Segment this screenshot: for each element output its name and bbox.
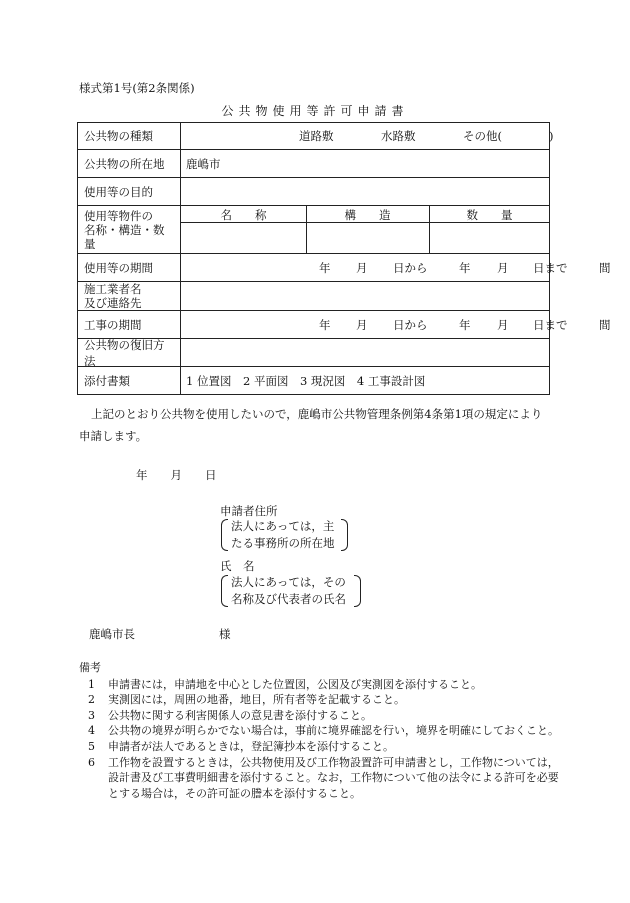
note-number: 4 — [88, 724, 95, 738]
label-text: 公共物の種類 — [84, 129, 153, 143]
header-name: 名 称 — [220, 208, 267, 222]
kind-value[interactable] — [181, 123, 554, 149]
note-text: 申請者が法人であるときは，登記簿抄本を添付すること。 — [108, 739, 394, 753]
date-line[interactable]: 年 月 日 — [136, 468, 217, 482]
address-note-line1: 法人にあっては，主 — [231, 519, 335, 533]
address-note-bracket — [221, 518, 348, 552]
kind-water: 水路敷 — [381, 129, 416, 143]
row-location — [78, 150, 549, 178]
label-kind — [78, 123, 181, 149]
period-value[interactable] — [181, 254, 611, 281]
work-day-to: 日まで — [533, 317, 568, 332]
label-text: 名称・構造・数量 — [84, 222, 165, 251]
label-text: 施工業者名 — [84, 282, 142, 296]
statement-line1: 上記のとおり公共物を使用したいので，鹿嶋市公共物管理条例第4条第1項の規定により — [91, 407, 543, 421]
note-item — [79, 677, 559, 693]
document-title: 公共物使用等許可申請書 — [221, 104, 409, 118]
right-bracket — [341, 519, 348, 551]
period-year-from: 年 — [319, 260, 331, 275]
items-value — [181, 206, 549, 253]
work-month-from: 月 — [356, 317, 368, 332]
work-year-from: 年 — [319, 317, 331, 332]
label-period — [78, 254, 181, 281]
label-text: 使用等の期間 — [84, 260, 153, 275]
left-bracket — [221, 519, 228, 551]
left-bracket — [221, 575, 228, 607]
contractor-value[interactable] — [181, 282, 549, 310]
note-number: 2 — [88, 693, 95, 707]
note-number: 6 — [88, 755, 95, 769]
restore-value[interactable] — [181, 339, 549, 366]
applicant-name-label: 氏 名 — [220, 559, 255, 573]
note-number: 5 — [88, 739, 95, 753]
name-note-bracket — [221, 574, 361, 608]
application-table — [77, 122, 611, 395]
address-note-line2: たる事務所の所在地 — [231, 536, 335, 550]
label-location — [78, 150, 181, 177]
notes-section — [79, 660, 559, 801]
row-contractor — [78, 282, 549, 311]
note-item — [79, 708, 559, 724]
right-bracket — [354, 575, 361, 607]
note-item — [79, 723, 559, 739]
label-contractor — [78, 282, 181, 310]
honorific: 様 — [219, 627, 231, 641]
label-line — [84, 223, 174, 251]
note-text: 公共物の境界が明らかでない場合は，事前に境界確認を行い，境界を明確にしておくこと。 — [108, 724, 559, 738]
location-value[interactable] — [181, 150, 549, 177]
label-attachments — [78, 367, 181, 394]
label-text: 使用等の目的 — [84, 184, 153, 199]
period-year-to: 年 — [459, 260, 471, 275]
label-line — [84, 282, 174, 296]
period-month-from: 月 — [356, 260, 368, 275]
period-month-to: 月 — [497, 260, 509, 275]
label-line — [84, 209, 174, 223]
note-number: 1 — [88, 677, 95, 691]
label-purpose — [78, 178, 181, 205]
purpose-value[interactable] — [181, 178, 549, 205]
row-kind — [78, 123, 554, 150]
note-item — [79, 739, 559, 755]
name-note-line2: 名称及び代表者の氏名 — [231, 592, 346, 606]
addressee: 鹿嶋市長 — [89, 627, 135, 641]
kind-other-close: ) — [549, 129, 554, 143]
row-work-period — [78, 311, 611, 339]
label-text: 工事の期間 — [84, 317, 142, 332]
applicant-address-label: 申請者住所 — [220, 504, 278, 518]
name-note-line1: 法人にあっては，その — [231, 575, 346, 589]
work-month-to: 月 — [497, 317, 509, 332]
header-structure: 構 造 — [344, 208, 391, 222]
label-text: 公共物の復旧方法 — [84, 337, 165, 368]
attachments-value — [181, 367, 549, 394]
row-items — [78, 206, 549, 254]
quantity-cell[interactable] — [430, 223, 550, 253]
work-day-from: 日から — [393, 317, 428, 332]
header-quantity: 数 量 — [466, 208, 513, 222]
label-restore — [78, 339, 181, 366]
work-duration: 間 — [599, 317, 611, 332]
label-text: 公共物の所在地 — [84, 156, 165, 171]
label-text: 及び連絡先 — [84, 296, 142, 310]
note-text: 工作物を設置するときは，公共物使用及び工作物設置許可申請書とし，工作物については，設計書及び工事費明細書を添付すること。なお，工作物について他の法令による許可を必要とする場合は，その許可証の謄本を添付すること。 — [108, 755, 559, 800]
row-purpose — [78, 178, 549, 206]
note-text: 公共物に関する利害関係人の意見書を添付すること。 — [108, 708, 372, 722]
label-text: 添付書類 — [84, 373, 130, 388]
note-item — [79, 755, 559, 802]
attachments-text: 1 位置図 2 平面図 3 現況図 4 工事設計図 — [186, 373, 426, 388]
row-restore — [78, 339, 549, 367]
label-items — [78, 206, 181, 253]
structure-cell[interactable] — [307, 223, 429, 253]
work-period-value[interactable] — [181, 311, 611, 338]
label-work-period — [78, 311, 181, 338]
note-number: 3 — [88, 708, 95, 722]
name-cell[interactable] — [181, 223, 306, 253]
period-day-from: 日から — [393, 260, 428, 275]
period-duration: 間 — [599, 260, 611, 275]
notes-title: 備考 — [79, 661, 101, 674]
kind-other: その他( — [463, 129, 502, 143]
kind-road: 道路敷 — [299, 129, 334, 143]
location-text: 鹿嶋市 — [186, 156, 221, 171]
statement-line2: 申請します。 — [79, 429, 148, 443]
period-day-to: 日まで — [533, 260, 568, 275]
row-attachments — [78, 367, 549, 394]
form-number: 様式第1号(第2条関係) — [79, 81, 195, 95]
label-line — [84, 296, 174, 310]
note-text: 申請書には，申請地を中心とした位置図，公図及び実測図を添付すること。 — [108, 677, 482, 691]
work-year-to: 年 — [459, 317, 471, 332]
note-text: 実測図には，周囲の地番，地目，所有者等を記載すること。 — [108, 693, 405, 707]
row-period — [78, 254, 611, 282]
label-text: 使用等物件の — [84, 208, 153, 223]
note-item — [79, 692, 559, 708]
